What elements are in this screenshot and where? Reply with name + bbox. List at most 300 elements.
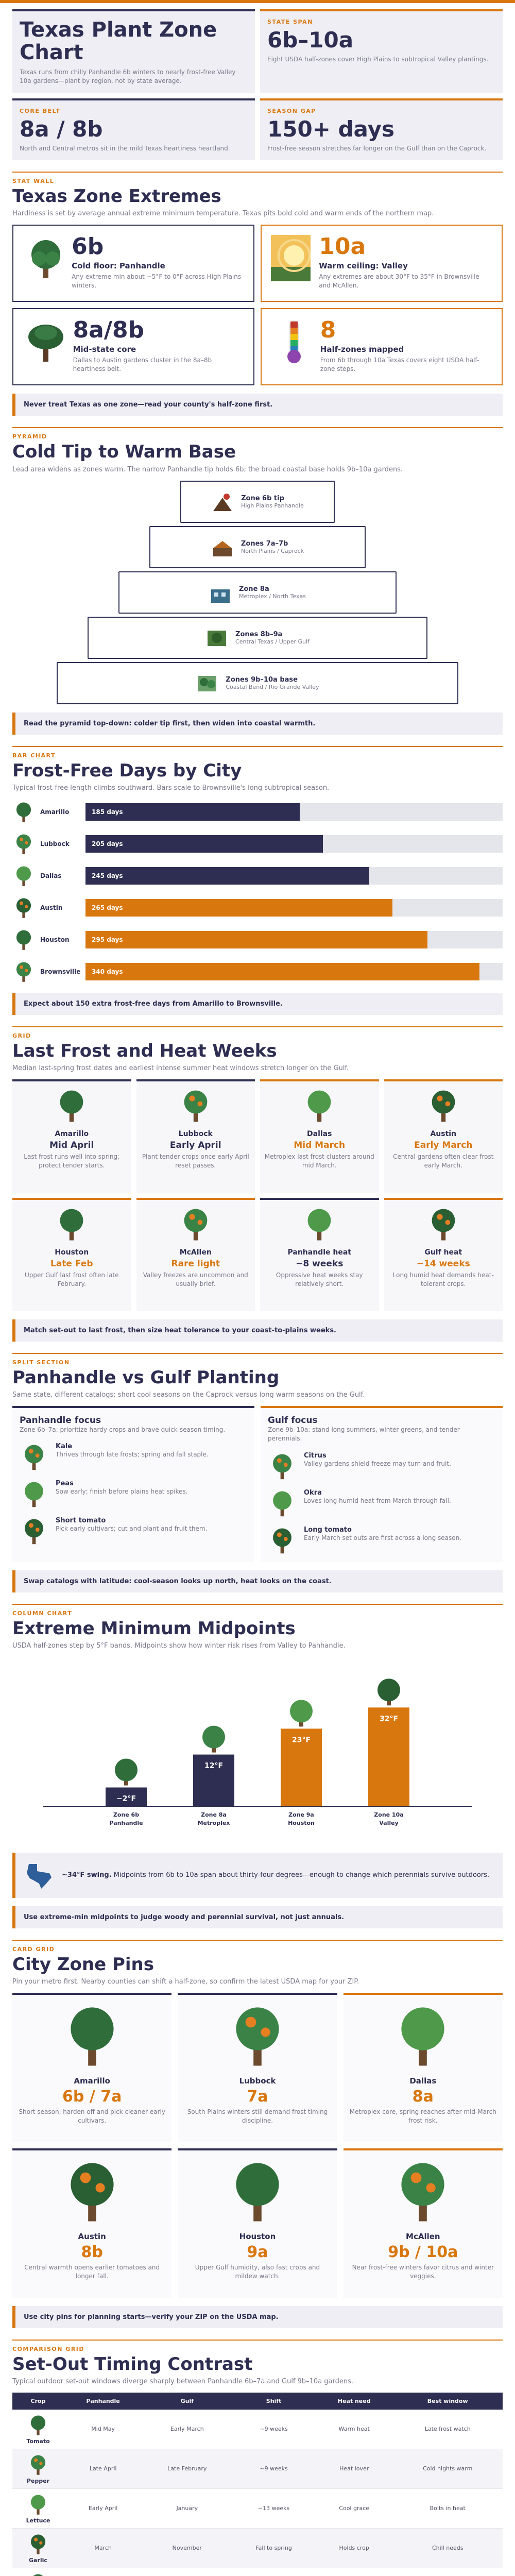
crop-note: Thrives through late frosts; spring and fall staple. (56, 1451, 209, 1459)
tree-icon (178, 1088, 214, 1124)
tomato-icon (27, 2414, 49, 2436)
pin-card (344, 1993, 503, 2142)
tree-icon (205, 626, 228, 649)
frost-bar-row (12, 831, 503, 857)
extreme-card-cold (12, 225, 254, 302)
pyramid-zone: Zones 8b–9a (235, 630, 283, 638)
timing-cell: Fall to spring (232, 2528, 316, 2568)
season-gap-note: Frost-free season stretches far longer on the Gulf than on the Caprock. (267, 144, 487, 152)
crop-text (304, 1452, 451, 1468)
timing-crop-name: Pepper (26, 2477, 50, 2484)
frost-bar-city: Houston (40, 936, 70, 943)
pin-city: Houston (239, 2231, 276, 2241)
pyramid-section (12, 427, 503, 734)
frost-card-date: Late Feb (50, 1258, 93, 1269)
pyramid-zone: Zone 6b tip (241, 494, 284, 502)
minimums-bar-label: 12°F (204, 1761, 224, 1770)
timing-cell: Late April (64, 2449, 142, 2488)
timing-title: Set-Out Timing Contrast (12, 2353, 253, 2375)
crop-name: Citrus (304, 1451, 327, 1460)
pyramid-kicker: PYRAMID (12, 433, 47, 440)
leaf-icon (20, 1480, 48, 1509)
pin-city: Dallas (409, 2076, 437, 2086)
pyramid-sub: Lead area widens as zones warm. The narrow Panhandle tip holds 6b; the broad coastal base holds 9b–10a gardens. (12, 465, 403, 473)
timing-kicker: COMPARISON GRID (12, 2345, 85, 2352)
tree-icon (178, 1206, 214, 1242)
pyramid-area: High Plains Panhandle (241, 502, 304, 509)
frost-bar: 295 days (85, 931, 427, 948)
frost-card-note: Oppressive heat weeks stay relatively short. (276, 1271, 363, 1288)
frost-bar-track (85, 931, 503, 948)
crop-name: Long tomato (304, 1526, 352, 1534)
minimums-category: Zone 9a (288, 1811, 314, 1818)
timing-cell: Early April (64, 2488, 142, 2528)
last-frost-callout: Match set-out to last frost, then size heat tolerance to your coast-to-plains weeks. (12, 1319, 503, 1342)
pyramid-area: Metroplex / North Texas (238, 592, 306, 600)
timing-crop-name: Lettuce (26, 2517, 50, 2524)
frost-card (12, 1198, 131, 1311)
crop-note: Early March set outs are first across a long season. (304, 1534, 462, 1541)
extreme-card-warm (261, 225, 503, 302)
gulf-column (261, 1406, 503, 1562)
pyramid (12, 481, 503, 704)
pyramid-row (88, 617, 427, 659)
pyramid-title: Cold Tip to Warm Base (12, 442, 236, 463)
frost-card-note: Valley freezes are uncommon and usually brief. (143, 1271, 248, 1288)
split-title: Panhandle vs Gulf Planting (12, 1367, 280, 1388)
leaf-icon (268, 1452, 297, 1481)
extreme-note: Any extreme min about −5°F to 0°F across High Plains winters. (72, 273, 242, 290)
timing-row (12, 2410, 503, 2449)
gulf-crops (268, 1452, 495, 1555)
texas-map-icon (24, 1860, 55, 1891)
split-columns (12, 1406, 503, 1562)
crop-text (56, 1517, 207, 1533)
tree-icon (224, 2158, 291, 2225)
leaf-icon (268, 1526, 297, 1555)
minimums-swing: ~34°F swing. (62, 1871, 112, 1879)
sun-icon (271, 235, 311, 281)
pin-zone: 6b / 7a (62, 2087, 122, 2106)
split-sub: Same state, different catalogs: short cool seasons on the Caprock versus long warm seasons on the Gulf. (12, 1391, 365, 1399)
tree-icon (12, 896, 35, 919)
tree-icon (211, 536, 234, 558)
frost-days-section (12, 746, 503, 1015)
minimums-category: Zone 8a (201, 1811, 227, 1818)
header-grid (12, 9, 503, 160)
frost-days-callout: Expect about 150 extra frost-free days from Amarillo to Brownsville. (12, 993, 503, 1015)
timing-column-header: Crop (12, 2393, 64, 2410)
crop-note: Pick early cultivars; cut and plant and fruit them. (56, 1525, 208, 1533)
top-stripe (0, 0, 515, 3)
pins-sub: Pin your metro first. Nearby counties can shift a half-zone, so confirm the latest USDA map for your ZIP. (12, 1977, 359, 1986)
extremes-sub: Hardiness is set by average annual extreme minimum temperature. Texas pits bold cold and warm ends of the northern map. (12, 210, 434, 218)
frost-card-date: Rare light (171, 1258, 220, 1269)
minimums-kicker: COLUMN CHART (12, 1609, 73, 1617)
frost-bar-city: Amarillo (40, 808, 70, 816)
frost-bar: 245 days (85, 867, 369, 885)
crop-text (304, 1526, 461, 1543)
pyramid-row (57, 662, 458, 704)
leaf-icon (268, 1489, 297, 1518)
pin-card (344, 2148, 503, 2298)
frost-bar-city: Dallas (40, 872, 62, 879)
frost-card-city: Gulf heat (424, 1248, 462, 1257)
extreme-note: Any extremes are about 30°F to 35°F in Brownsville and McAllen. (319, 273, 479, 290)
panhandle-note: Zone 6b–7a: prioritize hardy crops and brave quick-season timing. (20, 1426, 226, 1433)
season-gap-card (260, 98, 503, 161)
pin-card (178, 1993, 337, 2142)
title-card (12, 9, 255, 93)
frost-card (136, 1198, 255, 1311)
frost-card-city: Austin (430, 1129, 457, 1138)
tree-icon (224, 2002, 291, 2069)
extreme-value: 10a (319, 233, 366, 260)
frost-card-note: Metroplex last frost clusters around mid March. (264, 1153, 374, 1170)
minimums-category-area: Valley (379, 1819, 399, 1826)
okra-icon (27, 2572, 49, 2576)
frost-card-date: Early April (169, 1140, 221, 1150)
minimums-swing-note: Midpoints from 6b to 10a span about thirty-four degrees—enough to change which perennials survive outdoors. (111, 1871, 490, 1879)
timing-column-header: Panhandle (64, 2393, 142, 2410)
frost-card (260, 1198, 379, 1311)
crop-text (304, 1489, 451, 1505)
timing-cell: Holds crop (316, 2528, 393, 2568)
frost-card-date: Mid March (294, 1140, 346, 1150)
timing-cell: ~9 weeks (232, 2449, 316, 2488)
frost-days-chart (12, 799, 503, 985)
timing-column-header: Shift (232, 2393, 316, 2410)
last-frost-kicker: GRID (12, 1032, 31, 1039)
extreme-title: Cold floor: Panhandle (72, 261, 165, 270)
crop-note: Valley gardens shield freeze may turn and fruit. (304, 1460, 451, 1467)
frost-bar-track (85, 803, 503, 821)
pepper-icon (27, 2453, 49, 2476)
frost-card-city: Houston (55, 1248, 89, 1257)
frost-card-date: ~8 weeks (296, 1258, 344, 1269)
minimums-bar-label: 32°F (379, 1714, 399, 1723)
pin-city: Austin (78, 2231, 106, 2241)
frost-bar-row (12, 895, 503, 921)
frost-bar-city: Brownsville (40, 968, 81, 975)
timing-cell (232, 2568, 316, 2576)
timing-cell: Warm heat (316, 2410, 393, 2449)
tree-icon (12, 801, 35, 823)
pin-zone: 8a (412, 2087, 434, 2106)
tree-icon (425, 1206, 461, 1242)
extreme-note: From 6b through 10a Texas covers eight USDA half-zone steps. (320, 356, 479, 373)
frost-card (260, 1079, 379, 1193)
extreme-card-halfzones (261, 308, 503, 385)
tree-icon (389, 2158, 456, 2225)
split-callout: Swap catalogs with latitude: cool-season looks up north, heat looks on the coast. (12, 1570, 503, 1592)
timing-cell (64, 2568, 142, 2576)
state-span-card (260, 9, 503, 93)
frost-card-city: Lubbock (178, 1129, 213, 1138)
timing-table (12, 2393, 503, 2576)
crop-name: Kale (56, 1443, 73, 1451)
frost-card (12, 1079, 131, 1193)
minimums-callout (12, 1853, 503, 1898)
extremes-section (12, 172, 503, 416)
frost-card (384, 1079, 503, 1193)
timing-cell: Early March (142, 2410, 232, 2449)
pin-zone: 9b / 10a (388, 2243, 458, 2261)
timing-cell: November (142, 2528, 232, 2568)
extremes-callout: Never treat Texas as one zone—read your county's half-zone first. (12, 394, 503, 416)
frost-card (136, 1079, 255, 1193)
pin-zone: 9a (247, 2243, 268, 2261)
timing-cell (316, 2568, 393, 2576)
timing-row (12, 2568, 503, 2576)
last-frost-title: Last Frost and Heat Weeks (12, 1040, 277, 1061)
tree-icon (301, 1088, 337, 1124)
pyramid-callout: Read the pyramid top-down: colder tip first, then widen into coastal warmth. (12, 713, 503, 735)
pyramid-row (118, 571, 397, 614)
extreme-value: 6b (72, 233, 104, 260)
split-section (12, 1353, 503, 1592)
timing-cell: January (142, 2488, 232, 2528)
pin-city: McAllen (406, 2231, 440, 2241)
frost-card-city: Amarillo (55, 1129, 89, 1138)
timing-cell: Mid May (64, 2410, 142, 2449)
timing-cell: Heat lover (316, 2449, 393, 2488)
frost-bar-city: Lubbock (40, 840, 70, 848)
frost-card-note: Long humid heat demands heat-tolerant crops. (392, 1271, 494, 1288)
timing-cell: Bolts in heat (392, 2488, 503, 2528)
minimums-category-area: Houston (288, 1819, 315, 1826)
state-span-value: 6b–10a (267, 27, 354, 53)
pins-section (12, 1940, 503, 2328)
tree-icon (54, 1206, 90, 1242)
pin-city: Lubbock (239, 2076, 276, 2086)
minimums-category: Zone 10a (374, 1811, 404, 1818)
tree-icon (301, 1206, 337, 1242)
timing-row (12, 2528, 503, 2568)
tree-icon (23, 235, 63, 281)
extremes-kicker: STAT WALL (12, 178, 55, 185)
pyramid-row (180, 481, 335, 523)
pin-note: Central warmth opens earlier tomatoes and longer fall. (24, 2263, 160, 2280)
frost-card-city: Panhandle heat (287, 1248, 351, 1257)
extreme-title: Half-zones mapped (320, 344, 404, 354)
minimums-category-area: Metroplex (197, 1819, 230, 1826)
crop-name: Peas (56, 1480, 74, 1488)
minimums-section (12, 1604, 503, 1928)
crop-item (268, 1526, 495, 1555)
pin-note: Metroplex core, spring reaches after mid-March frost risk. (349, 2108, 496, 2125)
timing-body (12, 2410, 503, 2576)
pin-note: South Plains winters still demand frost timing discipline. (187, 2108, 328, 2125)
pin-card (12, 1993, 171, 2142)
frost-days-kicker: BAR CHART (12, 752, 56, 759)
lettuce-icon (27, 2493, 49, 2516)
state-span-note: Eight USDA half-zones cover High Plains to subtropical Valley plantings. (267, 56, 489, 63)
frost-card (384, 1198, 503, 1311)
extreme-card-core (12, 308, 254, 385)
crop-item (20, 1443, 247, 1471)
frost-card-note: Central gardens often clear frost early March. (393, 1153, 494, 1170)
minimums-callout-2: Use extreme-min midpoints to judge woody and perennial survival, not just annuals. (12, 1906, 503, 1928)
timing-row (12, 2449, 503, 2488)
last-frost-sub: Median last-spring frost dates and earliest intense summer heat windows stretch longer on the Gulf. (12, 1064, 349, 1072)
frost-card-note: Upper Gulf last frost often late February. (24, 1271, 119, 1288)
tree-icon (211, 490, 234, 513)
frost-bar: 205 days (85, 835, 323, 853)
panhandle-title: Panhandle focus (20, 1415, 101, 1426)
crop-note: Loves long humid heat from March through fall. (304, 1497, 451, 1504)
crop-item (20, 1517, 247, 1546)
extremes-grid (12, 225, 503, 385)
pyramid-zone: Zone 8a (238, 585, 269, 593)
pin-note: Upper Gulf humidity, also fast crops and mildew watch. (195, 2263, 320, 2280)
timing-cell: Chill needs (392, 2528, 503, 2568)
panhandle-column (12, 1406, 254, 1562)
crop-item (268, 1489, 495, 1518)
pyramid-area: Coastal Bend / Rio Grande Valley (226, 683, 319, 690)
frost-card-date: Early March (414, 1140, 473, 1150)
frost-days-title: Frost-Free Days by City (12, 760, 242, 781)
tree-icon (196, 672, 218, 694)
frost-bar-row (12, 863, 503, 889)
state-span-label: STATE SPAN (267, 19, 313, 25)
minimums-sub: USDA half-zones step by 5°F bands. Midpoints show how winter risk rises from Valley to Panhandle. (12, 1641, 346, 1650)
tree-icon (12, 833, 35, 855)
frost-bar-track (85, 867, 503, 885)
frost-card-date: ~14 weeks (416, 1258, 470, 1269)
timing-cell: Cold nights warm (392, 2449, 503, 2488)
timing-crop-cell (12, 2568, 64, 2576)
gulf-title: Gulf focus (268, 1415, 318, 1426)
last-frost-grid (12, 1079, 503, 1311)
frost-bar-track (85, 899, 503, 917)
timing-crop-name: Tomato (26, 2437, 50, 2445)
frost-days-sub: Typical frost-free length climbs southward. Bars scale to Brownsville's long subtropical season. (12, 784, 330, 792)
crop-item (268, 1452, 495, 1481)
pins-kicker: CARD GRID (12, 1945, 55, 1953)
crop-item (20, 1480, 247, 1509)
pins-title: City Zone Pins (12, 1954, 154, 1975)
timing-cell (392, 2568, 503, 2576)
pyramid-area: North Plains / Caprock (241, 547, 304, 554)
minimums-chart (12, 1657, 503, 1842)
frost-bar-city: Austin (40, 904, 63, 911)
minimums-bar-label: 23°F (291, 1736, 311, 1744)
season-gap-value: 150+ days (267, 116, 394, 142)
frost-bar-track (85, 963, 503, 980)
pin-city: Amarillo (74, 2076, 110, 2086)
minimums-category-area: Panhandle (109, 1819, 143, 1826)
core-belt-label: CORE BELT (20, 107, 61, 114)
pyramid-zone: Zones 7a–7b (241, 539, 288, 548)
tree-icon (59, 2158, 126, 2225)
tree-icon (209, 581, 232, 604)
pins-grid (12, 1993, 503, 2298)
tree-icon (12, 960, 35, 983)
timing-crop-name: Garlic (29, 2556, 47, 2564)
timing-sub: Typical outdoor set-out windows diverge sharply between Panhandle 6b–7a and Gulf 9b–10a gardens. (12, 2377, 354, 2385)
frost-bar: 265 days (85, 899, 392, 917)
minimums-title: Extreme Minimum Midpoints (12, 1618, 296, 1639)
tree-icon (115, 1758, 138, 1785)
thermometer-icon (271, 318, 312, 365)
panhandle-crops (20, 1443, 247, 1546)
crop-text (56, 1480, 188, 1496)
crop-text (56, 1443, 209, 1459)
extreme-title: Warm ceiling: Valley (319, 261, 408, 270)
pins-callout: Use city pins for planning starts—verify your ZIP on the USDA map. (12, 2306, 503, 2328)
crop-name: Okra (304, 1488, 322, 1497)
timing-crop-cell (12, 2528, 64, 2568)
timing-cell: Late frost watch (392, 2410, 503, 2449)
timing-row (12, 2488, 503, 2528)
last-frost-section (12, 1026, 503, 1342)
garlic-icon (27, 2533, 49, 2555)
extreme-note: Dallas to Austin gardens cluster in the 8a–8b heartiness belt. (73, 356, 212, 373)
core-belt-card (12, 98, 255, 161)
pin-zone: 8b (81, 2243, 103, 2261)
timing-cell (142, 2568, 232, 2576)
frost-card-date: Mid April (49, 1140, 94, 1150)
core-belt-note: North and Central metros sit in the mild Texas heartiness heartland. (20, 144, 230, 152)
pyramid-zone: Zones 9b–10a base (226, 675, 298, 684)
frost-bar: 185 days (85, 803, 300, 821)
crop-note: Sow early; finish before plains heat spikes. (56, 1488, 188, 1496)
pyramid-area: Central Texas / Upper Gulf (235, 638, 310, 645)
tree-icon (425, 1088, 461, 1124)
tree-icon (389, 2002, 456, 2069)
minimums-category: Zone 6b (113, 1811, 140, 1818)
leaf-icon (20, 1443, 48, 1471)
timing-crop-cell (12, 2488, 64, 2528)
split-kicker: SPLIT SECTION (12, 1359, 70, 1366)
frost-bar-row (12, 927, 503, 953)
timing-cell: Late February (142, 2449, 232, 2488)
frost-bar-row (12, 799, 503, 825)
tree-icon (202, 1725, 225, 1752)
leaf-icon (20, 1517, 48, 1546)
tree-icon (377, 1679, 400, 1705)
pin-note: Short season, harden off and pick cleaner early cultivars. (19, 2108, 165, 2125)
frost-bar: 340 days (85, 963, 479, 980)
frost-card-note: Last frost runs well into spring; protect tender starts. (24, 1153, 120, 1170)
timing-cell: Cool grace (316, 2488, 393, 2528)
extremes-title: Texas Zone Extremes (12, 186, 221, 207)
timing-cell: March (64, 2528, 142, 2568)
pin-card (12, 2148, 171, 2298)
tree-icon (290, 1700, 313, 1726)
frost-card-note: Plant tender crops once early April reset passes. (142, 1153, 249, 1170)
gulf-note: Zone 9b–10a: stand long summers, winter greens, and tender perennials. (268, 1426, 460, 1443)
pin-card (178, 2148, 337, 2298)
timing-cell: ~13 weeks (232, 2488, 316, 2528)
extreme-value: 8a/8b (73, 317, 145, 344)
extreme-value: 8 (320, 317, 336, 344)
frost-card-city: Dallas (307, 1129, 332, 1138)
core-belt-value: 8a / 8b (20, 116, 103, 142)
tree-icon (54, 1088, 90, 1124)
tree-icon (12, 928, 35, 951)
tree-icon (12, 865, 35, 887)
timing-column-header: Heat need (316, 2393, 393, 2410)
frost-bar-row (12, 959, 503, 985)
page-title: Texas Plant Zone Chart (20, 18, 217, 64)
timing-column-header: Best window (392, 2393, 503, 2410)
season-gap-label: SEASON GAP (267, 107, 316, 114)
timing-cell: ~9 weeks (232, 2410, 316, 2449)
timing-column-header: Gulf (142, 2393, 232, 2410)
pyramid-row (149, 526, 366, 568)
